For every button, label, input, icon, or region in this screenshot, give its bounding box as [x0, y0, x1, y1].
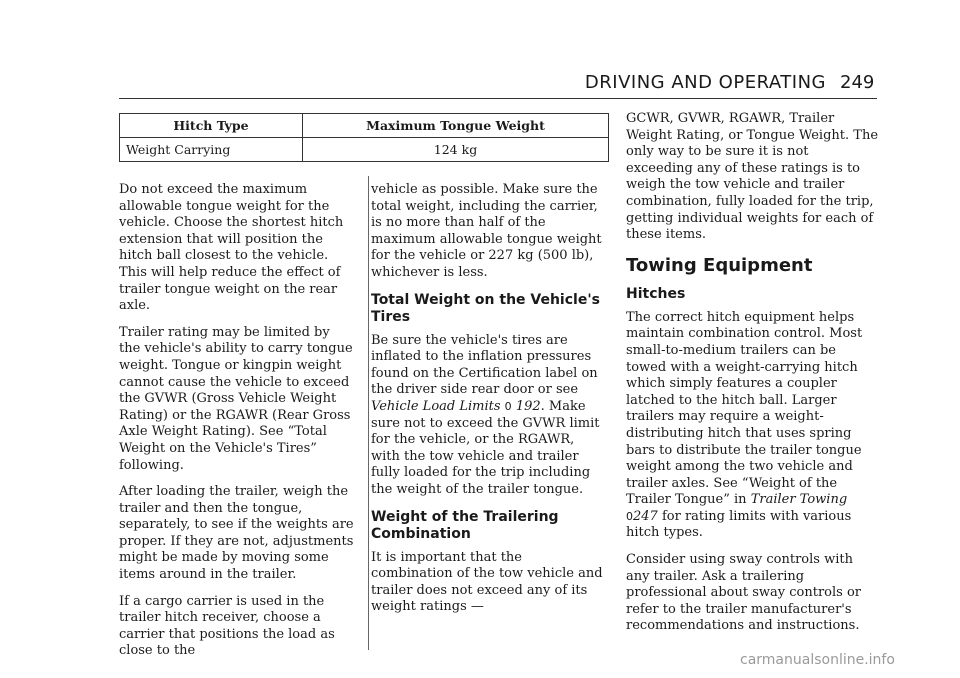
paragraph-text: The correct hitch equipment helps maintain combination control. Most small-to-medium trailers can be towed with a weight-carrying hitch which simply features a coupler latched to the hitch ball. Larger trailers may require a weight-distributing hitch that uses spring bars to distribute the trailer tongue weight among the two vehicle and trailer axles. See “Weight of the Trailer Tongue” in	[626, 309, 863, 508]
text-column-2	[371, 182, 605, 626]
paragraph: After loading the trailer, weigh the trailer and then the tongue, separately, to see if the weights are proper. If they are not, adjustments might be made by moving some items around in the trailer.	[119, 484, 354, 583]
text-column-3	[626, 111, 878, 645]
paragraph-text: . Make sure not to exceed the GVWR limit for the vehicle, or the RGAWR, with the tow vehicle and trailer fully loaded for the trip including the weight of the trailer tongue.	[371, 398, 600, 497]
cross-reference-link[interactable]: Vehicle Load Limits	[371, 398, 501, 414]
page-reference[interactable]: 192	[515, 398, 541, 414]
subheading: Hitches	[626, 285, 686, 302]
paragraph: Do not exceed the maximum allowable tongue weight for the vehicle. Choose the shortest hitch extension that will position the hitch ball closest to the vehicle. This will help reduce the effect of trailer tongue weight on the rear axle.	[119, 182, 344, 314]
column-divider	[368, 176, 369, 650]
watermark: carmanualsonline.info	[740, 652, 895, 668]
paragraph: Consider using sway controls with any trailer. Ask a trailering professional about sway controls or refer to the trailer manufacturer's recommendations and instructions.	[626, 552, 862, 634]
cross-reference-link[interactable]: Trailer Towing	[750, 492, 848, 508]
table-row	[120, 138, 609, 162]
table-header-cell: Maximum Tongue Weight	[303, 114, 609, 138]
table-cell: 124 kg	[303, 138, 609, 162]
table-header-cell: Hitch Type	[120, 114, 303, 138]
paragraph: GCWR, GVWR, RGAWR, Trailer Weight Rating, or Tongue Weight. The only way to be sure it is not exceeding any of these ratings is to weigh the tow vehicle and trailer combination, fully loaded for the trip, getting individual weights for each of these items.	[626, 111, 879, 243]
page-reference-icon: 0	[504, 399, 512, 413]
paragraph-text: for rating limits with various hitch types.	[626, 508, 852, 541]
section-title: DRIVING AND OPERATING	[584, 72, 826, 93]
subheading: Weight of the Trailering Combination	[371, 508, 559, 542]
subheading: Total Weight on the Vehicle's Tires	[371, 291, 600, 325]
page-reference[interactable]: 247	[633, 508, 658, 524]
page-number: 249	[840, 72, 875, 93]
text-column-1	[119, 182, 355, 670]
table-header-row	[120, 114, 609, 138]
paragraph	[371, 333, 605, 499]
paragraph	[626, 310, 878, 542]
paragraph: It is important that the combination of the tow vehicle and trailer does not exceed any of its weight ratings —	[371, 549, 603, 615]
table-cell: Weight Carrying	[120, 138, 303, 162]
header-rule	[119, 98, 877, 99]
paragraph: Trailer rating may be limited by the vehicle's ability to carry tongue weight. Tongue or kingpin weight cannot cause the vehicle to exceed the GVWR (Gross Vehicle Weight Rating) or the RGAWR (Rear Gross Axle Weight Rating). See “Total Weight on the Vehicle's Tires” following.	[119, 324, 353, 473]
paragraph-text: Be sure the vehicle's tires are inflated to the inflation pressures found on the Certification label on the driver side rear door or see	[371, 332, 598, 398]
tongue-weight-table	[119, 113, 609, 162]
page-reference-icon: 0	[626, 509, 633, 523]
paragraph: If a cargo carrier is used in the trailer hitch receiver, choose a carrier that positions the load as close to the	[119, 593, 335, 659]
paragraph: vehicle as possible. Make sure the total weight, including the carrier, is no more than half of the maximum allowable tongue weight for the vehicle or 227 kg (500 lb), whichever is less.	[371, 182, 602, 280]
section-heading: Towing Equipment	[626, 254, 813, 276]
